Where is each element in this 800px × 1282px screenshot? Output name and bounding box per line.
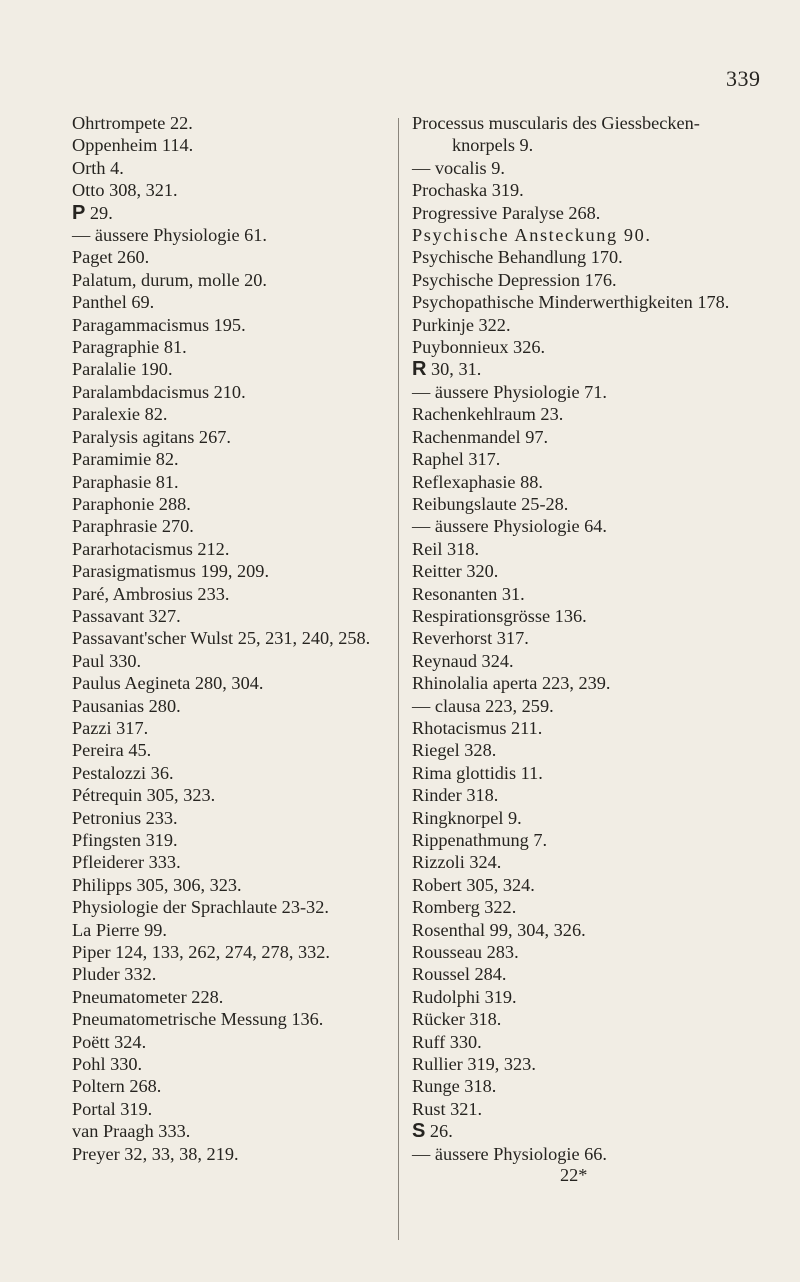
entry-text: — clausa 223, 259. <box>412 695 554 716</box>
entry-text: Preyer 32, 33, 38, 219. <box>72 1143 239 1164</box>
entry-text: Passavant'scher Wulst 25, 231, 240, 258. <box>72 628 371 649</box>
index-section-heading <box>72 202 392 224</box>
entry-text: Pereira 45. <box>72 740 152 761</box>
index-entry <box>412 784 792 806</box>
index-entry <box>412 986 792 1008</box>
index-entry <box>72 381 392 403</box>
page-number: 339 <box>726 66 761 91</box>
index-entry <box>72 448 392 470</box>
index-entry <box>72 336 392 358</box>
entry-text: Pfleiderer 333. <box>72 852 181 873</box>
index-entry <box>412 224 792 246</box>
index-entry <box>72 986 392 1008</box>
index-entry <box>412 672 792 694</box>
index-entry <box>412 202 792 224</box>
index-entry <box>412 1031 792 1053</box>
index-entry <box>72 112 392 134</box>
entry-text: Rosenthal 99, 304, 326. <box>412 919 586 940</box>
entry-text: Rima glottidis 11. <box>412 762 543 783</box>
entry-text: Raphel 317. <box>412 449 501 470</box>
entry-text: Paragammacismus 195. <box>72 314 246 335</box>
index-entry <box>72 739 392 761</box>
column-divider <box>398 118 399 1240</box>
entry-text: Paralysis agitans 267. <box>72 426 231 447</box>
entry-text: Paré, Ambrosius 233. <box>72 583 230 604</box>
index-entry <box>72 717 392 739</box>
index-section-heading <box>412 1120 792 1142</box>
entry-text: Parasigmatismus 199, 209. <box>72 561 270 582</box>
index-entry <box>72 784 392 806</box>
index-entry <box>412 717 792 739</box>
index-entry <box>72 471 392 493</box>
entry-text: — äussere Physiologie 66. <box>412 1143 607 1164</box>
entry-text: — äussere Physiologie 71. <box>412 381 607 402</box>
entry-text: Rullier 319, 323. <box>412 1054 536 1075</box>
index-column-left <box>72 112 392 1165</box>
entry-text: Poltern 268. <box>72 1076 162 1097</box>
entry-text: Puybonnieux 326. <box>412 337 546 358</box>
index-entry <box>412 246 792 268</box>
index-entry <box>412 1075 792 1097</box>
index-entry <box>412 515 792 537</box>
entry-text: Passavant 327. <box>72 605 181 626</box>
entry-text: 30, 31. <box>426 359 482 380</box>
index-entry <box>72 269 392 291</box>
entry-text: Psychische Behandlung 170. <box>412 247 623 268</box>
entry-text: Rippenathmung 7. <box>412 830 548 850</box>
sheet-signature: 22* <box>560 1165 588 1185</box>
entry-text: Ringknorpel 9. <box>412 807 522 828</box>
index-entry <box>412 874 792 896</box>
entry-text: Otto 308, 321. <box>72 180 178 201</box>
entry-text: Reil 318. <box>412 538 480 559</box>
index-entry <box>412 583 792 605</box>
index-entry <box>412 896 792 918</box>
entry-text: Poëtt 324. <box>72 1031 147 1052</box>
entry-text: Psychopathische Minderwerthigkeiten 178. <box>412 292 730 313</box>
index-entry <box>72 896 392 918</box>
index-entry <box>72 851 392 873</box>
index-entry <box>412 493 792 515</box>
entry-text: Psychische Ansteckung 90. <box>412 225 652 246</box>
index-entry <box>412 134 792 156</box>
entry-text: 29. <box>85 202 113 223</box>
index-entry <box>412 762 792 784</box>
entry-text: Pestalozzi 36. <box>72 762 174 783</box>
entry-text: Progressive Paralyse 268. <box>412 202 601 223</box>
index-entry <box>412 963 792 985</box>
entry-text: Romberg 322. <box>412 897 517 918</box>
entry-text: Reverhorst 317. <box>412 628 529 649</box>
index-entry <box>72 1053 392 1075</box>
entry-text: Purkinje 322. <box>412 314 511 335</box>
entry-text: La Pierre 99. <box>72 919 167 940</box>
entry-text: Pazzi 317. <box>72 717 149 738</box>
index-entry <box>412 650 792 672</box>
entry-text: Pluder 332. <box>72 964 157 985</box>
entry-text: Riegel 328. <box>412 740 497 761</box>
index-entry <box>72 605 392 627</box>
entry-text: 26. <box>425 1121 453 1142</box>
index-entry <box>72 829 392 851</box>
entry-text: Paralexie 82. <box>72 404 168 425</box>
entry-text: knorpels 9. <box>452 135 534 156</box>
entry-text: — äussere Physiologie 61. <box>72 225 267 246</box>
index-entry <box>72 963 392 985</box>
entry-text: — äussere Physiologie 64. <box>412 516 607 537</box>
entry-text: Paulus Aegineta 280, 304. <box>72 673 264 694</box>
index-entry <box>72 807 392 829</box>
index-entry <box>72 1143 392 1165</box>
section-letter: P <box>72 201 86 224</box>
entry-text: Paraphrasie 270. <box>72 516 194 537</box>
entry-text: Runge 318. <box>412 1076 497 1097</box>
entry-text: Physiologie der Sprachlaute 23-32. <box>72 897 329 918</box>
index-entry <box>72 672 392 694</box>
entry-text: — vocalis 9. <box>412 157 505 178</box>
entry-text: Reflexaphasie 88. <box>412 471 543 492</box>
index-entry <box>72 560 392 582</box>
index-entry <box>412 807 792 829</box>
index-entry <box>412 448 792 470</box>
entry-text: Respirationsgrösse 136. <box>412 605 587 626</box>
entry-text: Paragraphie 81. <box>72 337 187 358</box>
entry-text: Rudolphi 319. <box>412 986 517 1007</box>
entry-text: Pausanias 280. <box>72 695 181 716</box>
index-entry <box>412 291 792 313</box>
entry-text: Petronius 233. <box>72 807 178 828</box>
index-entry <box>412 627 792 649</box>
entry-text: Rinder 318. <box>412 785 499 806</box>
section-letter: S <box>412 1120 426 1143</box>
index-entry <box>412 403 792 425</box>
index-entry <box>412 919 792 941</box>
index-entry <box>72 493 392 515</box>
entry-text: Reitter 320. <box>412 561 499 582</box>
index-entry <box>412 1053 792 1075</box>
index-entry <box>72 515 392 537</box>
index-entry <box>412 695 792 717</box>
index-entry <box>412 851 792 873</box>
entry-text: Prochaska 319. <box>412 180 524 201</box>
index-entry <box>412 1143 792 1165</box>
index-entry <box>412 538 792 560</box>
index-entry <box>412 336 792 358</box>
entry-text: Paraphonie 288. <box>72 493 191 514</box>
index-entry <box>72 762 392 784</box>
entry-text: Ohrtrompete 22. <box>72 113 193 133</box>
index-entry <box>412 112 792 134</box>
entry-text: Pneumatometer 228. <box>72 986 224 1007</box>
index-entry <box>412 314 792 336</box>
index-entry <box>72 134 392 156</box>
index-entry <box>412 1008 792 1030</box>
index-entry <box>72 874 392 896</box>
index-entry <box>412 179 792 201</box>
entry-text: Paramimie 82. <box>72 449 179 470</box>
index-section-heading <box>412 358 792 380</box>
index-entry <box>412 941 792 963</box>
entry-text: Rizzoli 324. <box>412 852 502 873</box>
index-entry <box>412 829 792 851</box>
index-entry <box>412 560 792 582</box>
index-entry <box>412 739 792 761</box>
entry-text: Pneumatometrische Messung 136. <box>72 1009 324 1030</box>
index-column-right <box>412 112 792 1165</box>
index-entry <box>412 1098 792 1120</box>
entry-text: Paralambdacismus 210. <box>72 381 246 402</box>
index-entry <box>412 605 792 627</box>
entry-text: Resonanten 31. <box>412 583 525 604</box>
entry-text: Pohl 330. <box>72 1054 143 1075</box>
entry-text: Processus muscularis des Giessbecken- <box>412 113 700 133</box>
index-entry <box>72 426 392 448</box>
entry-text: Rhinolalia aperta 223, 239. <box>412 673 611 694</box>
entry-text: Pétrequin 305, 323. <box>72 785 216 806</box>
section-letter: R <box>412 358 427 381</box>
index-entry <box>412 426 792 448</box>
entry-text: Psychische Depression 176. <box>412 269 617 290</box>
index-entry <box>72 538 392 560</box>
index-entry <box>412 157 792 179</box>
entry-text: Orth 4. <box>72 157 124 178</box>
entry-text: Palatum, durum, molle 20. <box>72 269 267 290</box>
entry-text: Roussel 284. <box>412 964 507 985</box>
index-entry <box>72 583 392 605</box>
entry-text: Rust 321. <box>412 1098 483 1119</box>
entry-text: Pfingsten 319. <box>72 830 178 850</box>
entry-text: Piper 124, 133, 262, 274, 278, 332. <box>72 942 330 963</box>
entry-text: Paget 260. <box>72 247 150 268</box>
entry-text: Paraphasie 81. <box>72 471 179 492</box>
entry-text: Paralalie 190. <box>72 359 173 380</box>
index-entry <box>72 358 392 380</box>
index-entry <box>72 919 392 941</box>
entry-text: Rachenkehlraum 23. <box>412 404 564 425</box>
index-entry <box>72 695 392 717</box>
index-entry <box>72 1075 392 1097</box>
entry-text: Rousseau 283. <box>412 942 519 963</box>
entry-text: Paul 330. <box>72 650 142 671</box>
entry-text: Panthel 69. <box>72 292 155 313</box>
index-entry <box>72 179 392 201</box>
index-entry <box>72 1120 392 1142</box>
entry-text: Ruff 330. <box>412 1031 482 1052</box>
entry-text: Rhotacismus 211. <box>412 717 543 738</box>
index-entry <box>72 246 392 268</box>
entry-text: Oppenheim 114. <box>72 135 194 156</box>
index-entry <box>72 650 392 672</box>
entry-text: Rachenmandel 97. <box>412 426 549 447</box>
index-entry <box>72 291 392 313</box>
entry-text: Portal 319. <box>72 1098 153 1119</box>
entry-text: Philipps 305, 306, 323. <box>72 874 242 895</box>
entry-text: van Praagh 333. <box>72 1121 191 1142</box>
entry-text: Robert 305, 324. <box>412 874 535 895</box>
index-entry <box>412 471 792 493</box>
index-entry <box>72 1008 392 1030</box>
index-entry <box>72 157 392 179</box>
index-entry <box>72 314 392 336</box>
index-entry <box>412 269 792 291</box>
index-entry <box>72 224 392 246</box>
index-entry <box>72 941 392 963</box>
index-entry <box>72 1031 392 1053</box>
entry-text: Reibungslaute 25-28. <box>412 493 569 514</box>
entry-text: Reynaud 324. <box>412 650 514 671</box>
index-entry <box>72 403 392 425</box>
entry-text: Rücker 318. <box>412 1009 502 1030</box>
index-entry <box>72 1098 392 1120</box>
entry-text: Pararhotacismus 212. <box>72 538 230 559</box>
index-entry <box>412 381 792 403</box>
index-entry <box>72 627 392 649</box>
